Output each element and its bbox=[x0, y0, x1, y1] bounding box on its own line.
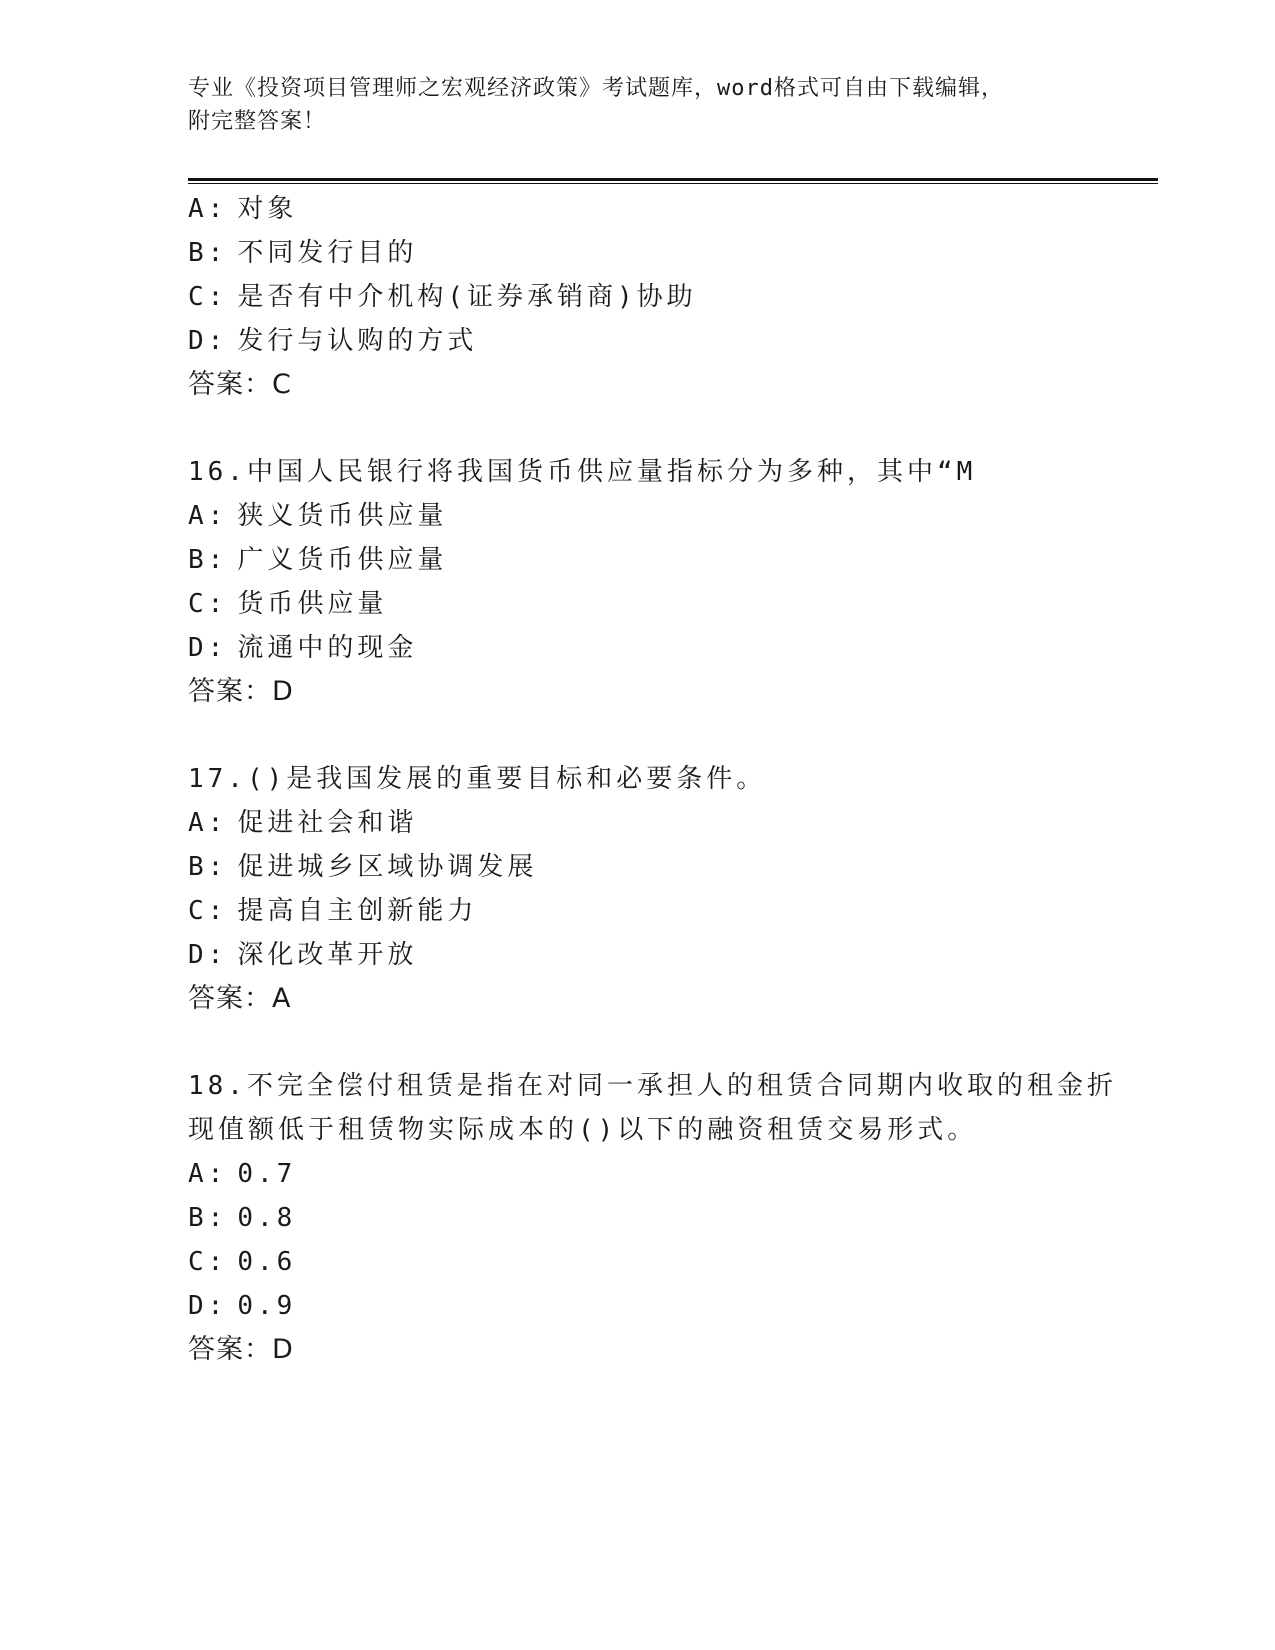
header-divider bbox=[188, 178, 1158, 184]
question-stem-continued: 现值额低于租赁物实际成本的()以下的融资租赁交易形式。 bbox=[188, 1115, 978, 1145]
header-line-2: 附完整答案！ bbox=[188, 109, 327, 134]
answer: 答案：D bbox=[188, 676, 294, 707]
option-label: B: bbox=[188, 1203, 228, 1233]
option-b bbox=[188, 1201, 296, 1235]
question-stem: 16.中国人民银行将我国货币供应量指标分为多种，其中“M bbox=[188, 457, 977, 487]
option-c bbox=[188, 894, 477, 928]
option-label: C: bbox=[188, 1247, 228, 1277]
option-label: A: bbox=[188, 808, 228, 838]
answer: 答案：C bbox=[188, 369, 292, 400]
option-d bbox=[188, 938, 417, 972]
option-b bbox=[188, 850, 537, 884]
option-c bbox=[188, 1245, 296, 1279]
option-label: B: bbox=[188, 238, 228, 268]
option-text: 0.8 bbox=[237, 1203, 297, 1233]
question-stem: 18.不完全偿付租赁是指在对同一承担人的租赁合同期内收取的租金折 bbox=[188, 1071, 1117, 1101]
option-c bbox=[188, 587, 387, 621]
option-d bbox=[188, 324, 477, 358]
option-text: 促进城乡区域协调发展 bbox=[237, 852, 538, 882]
option-a bbox=[188, 192, 297, 226]
option-label: C: bbox=[188, 282, 228, 312]
option-label: D: bbox=[188, 633, 228, 663]
option-label: A: bbox=[188, 1159, 228, 1189]
option-text: 不同发行目的 bbox=[237, 238, 418, 268]
option-a bbox=[188, 499, 447, 533]
option-label: C: bbox=[188, 896, 228, 926]
document-header bbox=[188, 72, 1068, 138]
option-label: A: bbox=[188, 501, 228, 531]
answer: 答案：D bbox=[188, 1334, 294, 1365]
answer: 答案：A bbox=[188, 983, 292, 1014]
option-a bbox=[188, 1157, 296, 1191]
option-label: D: bbox=[188, 1291, 228, 1321]
option-label: D: bbox=[188, 940, 228, 970]
option-d bbox=[188, 631, 417, 665]
option-label: B: bbox=[188, 852, 228, 882]
option-label: C: bbox=[188, 589, 228, 619]
option-label: A: bbox=[188, 194, 228, 224]
option-text: 0.7 bbox=[237, 1159, 297, 1189]
option-text: 促进社会和谐 bbox=[237, 808, 418, 838]
option-c bbox=[188, 280, 697, 314]
option-text: 提高自主创新能力 bbox=[237, 896, 478, 926]
option-b bbox=[188, 543, 447, 577]
option-text: 是否有中介机构(证券承销商)协助 bbox=[237, 282, 697, 312]
option-text: 0.9 bbox=[237, 1291, 297, 1321]
option-text: 发行与认购的方式 bbox=[237, 326, 478, 356]
header-line-1: 专业《投资项目管理师之宏观经济政策》考试题库，word格式可自由下载编辑， bbox=[188, 76, 1004, 101]
question-stem: 17.()是我国发展的重要目标和必要条件。 bbox=[188, 764, 767, 794]
option-text: 0.6 bbox=[237, 1247, 297, 1277]
option-text: 对象 bbox=[237, 194, 298, 224]
option-text: 流通中的现金 bbox=[237, 633, 418, 663]
option-d bbox=[188, 1289, 296, 1323]
option-text: 广义货币供应量 bbox=[237, 545, 448, 575]
option-label: D: bbox=[188, 326, 228, 356]
option-a bbox=[188, 806, 417, 840]
option-text: 货币供应量 bbox=[237, 589, 388, 619]
option-text: 深化改革开放 bbox=[237, 940, 418, 970]
option-label: B: bbox=[188, 545, 228, 575]
option-text: 狭义货币供应量 bbox=[237, 501, 448, 531]
option-b bbox=[188, 236, 417, 270]
